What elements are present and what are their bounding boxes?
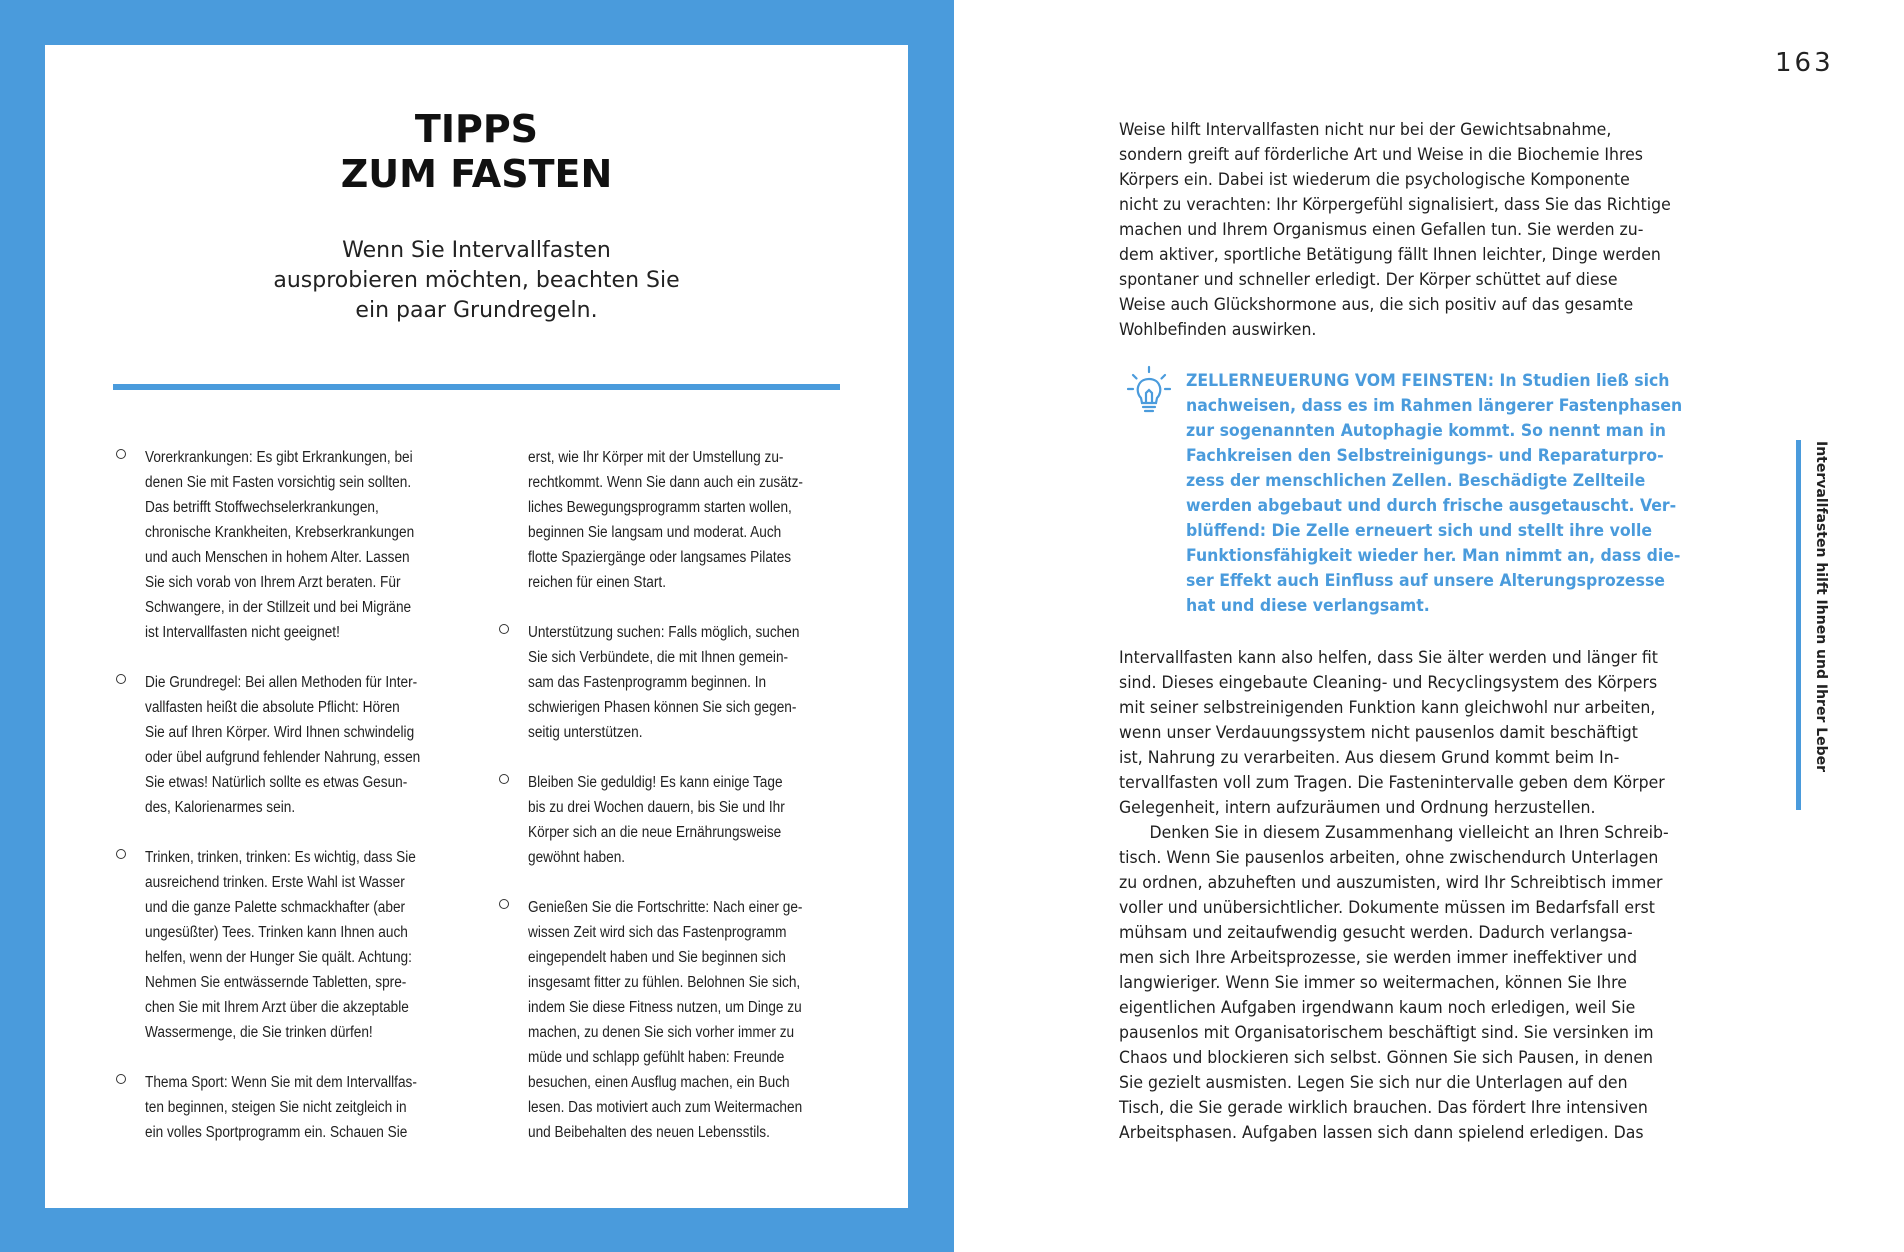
body-paragraph-2 bbox=[1119, 646, 1759, 1146]
body-line: Denken Sie in diesem Zusammenhang vielleicht an Ihren Schreib- bbox=[1149, 823, 1669, 843]
info-line: ZELLERNEUERUNG VOM FEINSTEN: In Studien ließ sich bbox=[1186, 371, 1670, 391]
tip-line: seitig unterstützen. bbox=[528, 724, 643, 741]
tip-line: Sie etwas! Natürlich sollte es etwas Gesun- bbox=[145, 774, 408, 791]
tip-line: denen Sie mit Fasten vorsichtig sein sollten. bbox=[145, 474, 412, 491]
body-line: Weise auch Glückshormone aus, die sich positiv auf das gesamte bbox=[1119, 295, 1634, 315]
tip-item bbox=[498, 895, 878, 1145]
tips-column-right bbox=[498, 445, 878, 1170]
body-line: eigentlichen Aufgaben irgendwann kaum noch erledigen, weil Sie bbox=[1119, 998, 1636, 1018]
body-line: pausenlos mit Organisatorischem beschäftigt sind. Sie versinken im bbox=[1119, 1023, 1654, 1043]
tip-line: oder übel aufgrund fehlender Nahrung, essen bbox=[145, 749, 421, 766]
body-line: tervallfasten voll zum Tragen. Die Fastenintervalle geben dem Körper bbox=[1119, 773, 1665, 793]
tip-line: Nehmen Sie entwässernde Tabletten, spre- bbox=[145, 974, 407, 991]
body-line: sind. Dieses eingebaute Cleaning- und Recyclingsystem des Körpers bbox=[1119, 673, 1658, 693]
body-line: men sich Ihre Arbeitsprozesse, sie werden immer ineffektiver und bbox=[1119, 948, 1638, 968]
tips-divider bbox=[113, 384, 840, 390]
circle-bullet-icon bbox=[499, 774, 509, 784]
info-callout-text bbox=[1186, 369, 1756, 619]
tip-line: ist Intervallfasten nicht geeignet! bbox=[145, 624, 340, 641]
tips-title-line: ZUM FASTEN bbox=[340, 152, 613, 196]
tip-item bbox=[115, 670, 455, 820]
tips-box bbox=[45, 45, 908, 1208]
tips-intro-line: ein paar Grundregeln. bbox=[355, 298, 598, 323]
tip-line: gewöhnt haben. bbox=[528, 849, 626, 866]
tips-intro-line: Wenn Sie Intervallfasten bbox=[342, 238, 611, 263]
body-line: Arbeitsphasen. Aufgaben lassen sich dann spielend erledigen. Das bbox=[1119, 1123, 1644, 1143]
body-line: nicht zu verachten: Ihr Körpergefühl signalisiert, dass Sie das Richtige bbox=[1119, 195, 1671, 215]
body-line: Sie gezielt ausmisten. Legen Sie sich nur die Unterlagen auf den bbox=[1119, 1073, 1628, 1093]
info-line: Fachkreisen den Selbstreinigungs- und Reparaturpro- bbox=[1186, 446, 1664, 466]
tip-line: Schwangere, in der Stillzeit und bei Migräne bbox=[145, 599, 412, 616]
tip-line: sam das Fastenprogramm beginnen. In bbox=[528, 674, 767, 691]
body-line: ist, Nahrung zu verarbeiten. Aus diesem Grund kommt beim In- bbox=[1119, 748, 1620, 768]
info-line: zur sogenannten Autophagie kommt. So nennt man in bbox=[1186, 421, 1666, 441]
body-line: Chaos und blockieren sich selbst. Gönnen Sie sich Pausen, in denen bbox=[1119, 1048, 1653, 1068]
tips-column-left bbox=[115, 445, 455, 1170]
tip-line: bis zu drei Wochen dauern, bis Sie und Ihr bbox=[528, 799, 785, 816]
body-line: Intervallfasten kann also helfen, dass Sie älter werden und länger fit bbox=[1119, 648, 1658, 668]
tip-line: schwierigen Phasen können Sie sich gegen- bbox=[528, 699, 797, 716]
circle-bullet-icon bbox=[116, 849, 126, 859]
body-line: tisch. Wenn Sie pausenlos arbeiten, ohne zwischendurch Unterlagen bbox=[1119, 848, 1659, 868]
body-line: Körpers ein. Dabei ist wiederum die psychologische Komponente bbox=[1119, 170, 1630, 190]
tip-line: besuchen, einen Ausflug machen, ein Buch bbox=[528, 1074, 790, 1091]
body-line: Weise hilft Intervallfasten nicht nur bei der Gewichtsabnahme, bbox=[1119, 120, 1612, 140]
tip-line: Trinken, trinken, trinken: Es wichtig, dass Sie bbox=[145, 849, 416, 866]
tip-line: wissen Zeit wird sich das Fastenprogramm bbox=[528, 924, 787, 941]
info-line: zess der menschlichen Zellen. Beschädigte Zellteile bbox=[1186, 471, 1646, 491]
tip-line: und die ganze Palette schmackhafter (aber bbox=[145, 899, 406, 916]
tip-line: ausreichend trinken. Erste Wahl ist Wasser bbox=[145, 874, 405, 891]
tip-line: erst, wie Ihr Körper mit der Umstellung zu- bbox=[528, 449, 784, 466]
tip-line: Die Grundregel: Bei allen Methoden für Inter- bbox=[145, 674, 418, 691]
body-line: spontaner und schneller erledigt. Der Körper schüttet auf diese bbox=[1119, 270, 1618, 290]
tip-line: machen, zu denen Sie sich vorher immer zu bbox=[528, 1024, 795, 1041]
info-line: blüffend: Die Zelle erneuert sich und stellt ihre volle bbox=[1186, 521, 1653, 541]
body-line: Gelegenheit, intern aufzuräumen und Ordnung herzustellen. bbox=[1119, 798, 1596, 818]
tip-item bbox=[115, 845, 455, 1045]
tip-line: ein volles Sportprogramm ein. Schauen Sie bbox=[145, 1124, 408, 1141]
tips-title-line: TIPPS bbox=[414, 107, 539, 151]
tips-title bbox=[45, 107, 908, 197]
tip-line: Das betrifft Stoffwechselerkrankungen, bbox=[145, 499, 379, 516]
info-line: werden abgebaut und durch frische ausgetauscht. Ver- bbox=[1186, 496, 1677, 516]
tips-intro bbox=[45, 236, 908, 326]
body-line: wenn unser Verdauungssystem nicht pausenlos damit beschäftigt bbox=[1119, 723, 1638, 743]
info-line: Funktionsfähigkeit wieder her. Man nimmt an, dass die- bbox=[1186, 546, 1681, 566]
tip-line: Körper sich an die neue Ernährungsweise bbox=[528, 824, 782, 841]
body-line: zu ordnen, abzuheften und auszumisten, wird Ihr Schreibtisch immer bbox=[1119, 873, 1663, 893]
tip-line: Thema Sport: Wenn Sie mit dem Intervallfas- bbox=[145, 1074, 417, 1091]
tip-line: helfen, wenn der Hunger Sie quält. Achtung: bbox=[145, 949, 412, 966]
chapter-tab-marker bbox=[1796, 440, 1801, 810]
circle-bullet-icon bbox=[499, 899, 509, 909]
tip-line: Genießen Sie die Fortschritte: Nach einer ge- bbox=[528, 899, 803, 916]
body-line: langwieriger. Wenn Sie immer so weitermachen, können Sie Ihre bbox=[1119, 973, 1627, 993]
tip-line: chronische Krankheiten, Krebserkrankungen bbox=[145, 524, 415, 541]
tip-line: Vorerkrankungen: Es gibt Erkrankungen, bei bbox=[145, 449, 413, 466]
tip-item-continuation bbox=[498, 445, 878, 595]
tip-line: des, Kalorienarmes sein. bbox=[145, 799, 296, 816]
tip-line: reichen für einen Start. bbox=[528, 574, 666, 591]
tip-line: ten beginnen, steigen Sie nicht zeitgleich in bbox=[145, 1099, 407, 1116]
body-line: dem aktiver, sportliche Betätigung fällt Ihnen leichter, Dinge werden bbox=[1119, 245, 1661, 265]
tip-line: Unterstützung suchen: Falls möglich, suchen bbox=[528, 624, 800, 641]
tip-line: insgesamt fitter zu fühlen. Belohnen Sie sich, bbox=[528, 974, 801, 991]
tip-line: Sie auf Ihren Körper. Wird Ihnen schwindelig bbox=[145, 724, 415, 741]
body-line: voller und unübersichtlicher. Dokumente müssen im Bedarfsfall erst bbox=[1119, 898, 1655, 918]
tip-line: und auch Menschen in hohem Alter. Lassen bbox=[145, 549, 410, 566]
body-line: machen und Ihrem Organismus einen Gefallen tun. Sie werden zu- bbox=[1119, 220, 1644, 240]
tip-line: eingependelt haben und Sie beginnen sich bbox=[528, 949, 786, 966]
tip-line: Bleiben Sie geduldig! Es kann einige Tage bbox=[528, 774, 783, 791]
circle-bullet-icon bbox=[499, 624, 509, 634]
tip-line: beginnen Sie langsam und moderat. Auch bbox=[528, 524, 782, 541]
body-line: mühsam und zeitaufwendig gesucht werden. Dadurch verlangsa- bbox=[1119, 923, 1633, 943]
tip-line: und Beibehalten des neuen Lebensstils. bbox=[528, 1124, 770, 1141]
body-line: Wohlbefinden auswirken. bbox=[1119, 320, 1317, 340]
tip-line: vallfasten heißt die absolute Pflicht: Hören bbox=[145, 699, 400, 716]
tip-line: ungesüßter) Tees. Trinken kann Ihnen auch bbox=[145, 924, 408, 941]
tip-line: flotte Spaziergänge oder langsames Pilates bbox=[528, 549, 792, 566]
page-number: 163 bbox=[1775, 48, 1834, 78]
lightbulb-icon bbox=[1127, 365, 1171, 415]
tip-item bbox=[498, 770, 878, 870]
tip-line: Sie sich vorab von Ihrem Arzt beraten. Für bbox=[145, 574, 401, 591]
tip-item bbox=[498, 620, 878, 745]
tips-intro-line: ausprobieren möchten, beachten Sie bbox=[273, 268, 680, 293]
body-paragraph-1 bbox=[1119, 118, 1759, 343]
body-line: mit seiner selbstreinigenden Funktion kann gleichwohl nur arbeiten, bbox=[1119, 698, 1656, 718]
tip-line: liches Bewegungsprogramm starten wollen, bbox=[528, 499, 792, 516]
chapter-tab-label: Intervallfasten hilft Ihnen und Ihrer Leber bbox=[1813, 441, 1829, 773]
info-line: hat und diese verlangsamt. bbox=[1186, 596, 1430, 616]
tip-line: Wassermenge, die Sie trinken dürfen! bbox=[145, 1024, 373, 1041]
body-line: sondern greift auf förderliche Art und Weise in die Biochemie Ihres bbox=[1119, 145, 1643, 165]
tip-item bbox=[115, 1070, 455, 1145]
tip-line: chen Sie mit Ihrem Arzt über die akzeptable bbox=[145, 999, 409, 1016]
circle-bullet-icon bbox=[116, 674, 126, 684]
tip-line: müde und schlapp gefühlt haben: Freunde bbox=[528, 1049, 785, 1066]
info-line: nachweisen, dass es im Rahmen längerer Fastenphasen bbox=[1186, 396, 1683, 416]
tip-line: indem Sie diese Fitness nutzen, um Dinge zu bbox=[528, 999, 802, 1016]
circle-bullet-icon bbox=[116, 1074, 126, 1084]
tip-item bbox=[115, 445, 455, 645]
body-line: Tisch, die Sie gerade wirklich brauchen. Das fördert Ihre intensiven bbox=[1119, 1098, 1648, 1118]
tip-line: rechtkommt. Wenn Sie dann auch ein zusätz- bbox=[528, 474, 803, 491]
tip-line: lesen. Das motiviert auch zum Weitermachen bbox=[528, 1099, 803, 1116]
info-line: ser Effekt auch Einfluss auf unsere Alterungsprozesse bbox=[1186, 571, 1665, 591]
circle-bullet-icon bbox=[116, 449, 126, 459]
tip-line: Sie sich Verbündete, die mit Ihnen gemein- bbox=[528, 649, 789, 666]
